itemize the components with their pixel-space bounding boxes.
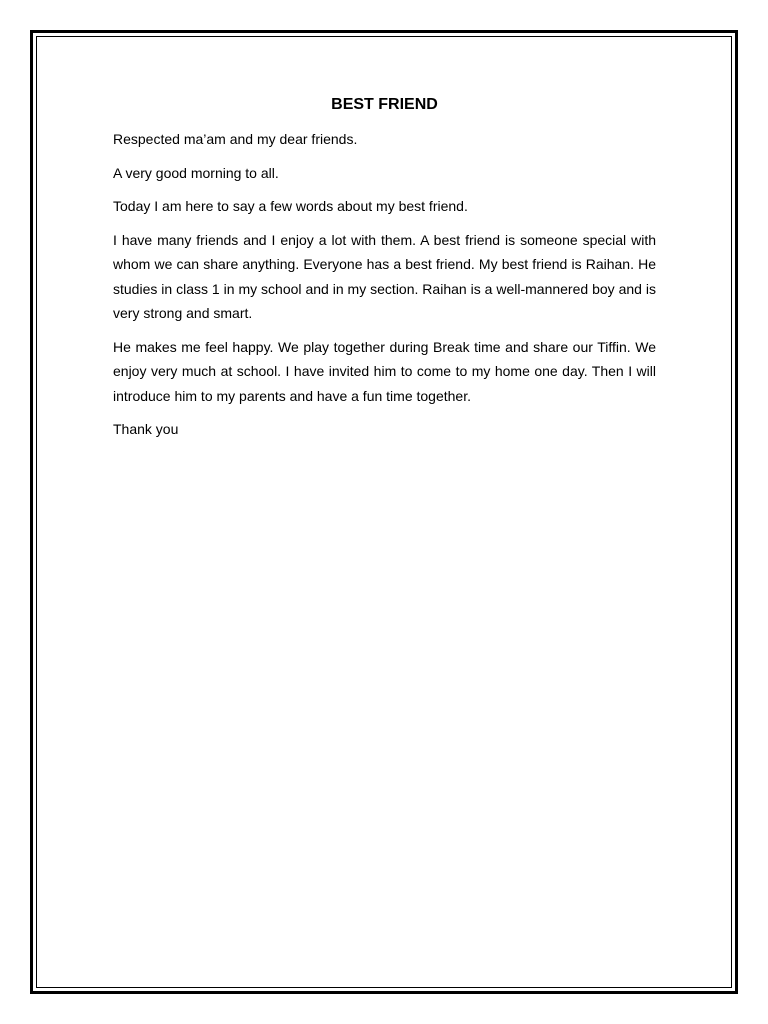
document-title: BEST FRIEND bbox=[331, 96, 438, 113]
paragraph-good-morning: A very good morning to all. bbox=[113, 164, 279, 181]
document-body bbox=[113, 95, 656, 451]
paragraph-activities: He makes me feel happy. We play together during Break time and share our Tiffin. We enjoy very much at school. I have invited him to come to my home one day. Then I will introduce him to my parents and have a fun time together. bbox=[113, 338, 656, 404]
paragraph-greeting: Respected ma’am and my dear friends. bbox=[113, 131, 358, 147]
paragraph-about-friend: I have many friends and I enjoy a lot with them. A best friend is someone special with whom we can share anything. Everyone has a best friend. My best friend is Raihan. He studies in class 1 in my school and in my section. Raihan is a well-mannered boy and is very strong and smart. bbox=[113, 231, 656, 321]
paragraph-closing: Thank you bbox=[113, 421, 179, 437]
paragraph-introduction: Today I am here to say a few words about my best friend. bbox=[113, 198, 468, 214]
